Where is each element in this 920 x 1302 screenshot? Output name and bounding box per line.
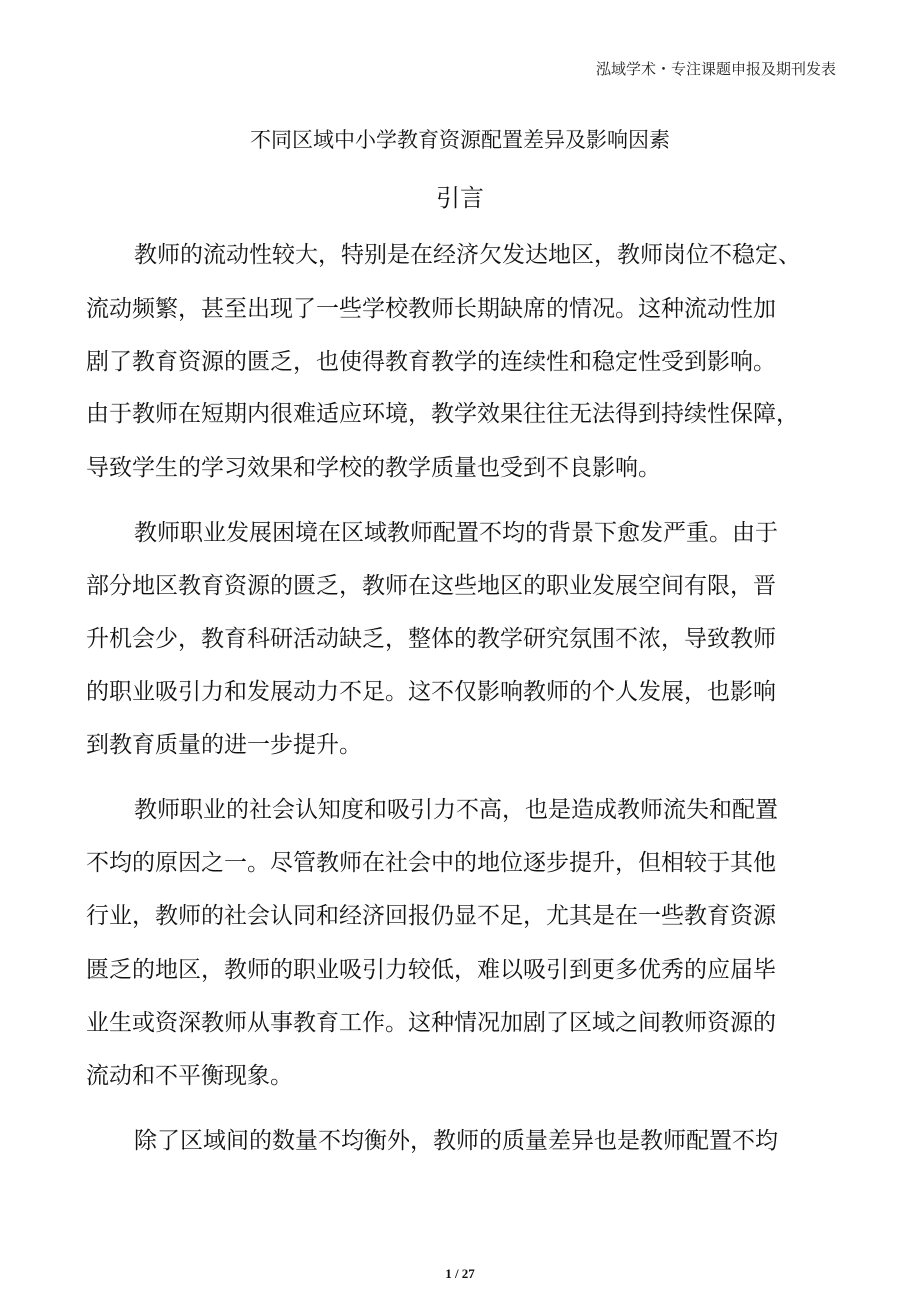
paragraph-line: 流动频繁，甚至出现了一些学校教师长期缺席的情况。这种流动性加 [86, 296, 776, 322]
paragraph-line: 导致学生的学习效果和学校的教学质量也受到不良影响。 [86, 455, 661, 481]
paragraph-line: 匮乏的地区，教师的职业吸引力较低，难以吸引到更多优秀的应届毕 [86, 957, 776, 983]
section-heading-intro: 引言 [436, 184, 484, 212]
paragraph-line: 到教育质量的进一步提升。 [86, 732, 362, 758]
paragraph-line: 部分地区教育资源的匮乏，教师在这些地区的职业发展空间有限，晋 [86, 573, 776, 599]
document-title: 不同区域中小学教育资源配置差异及影响因素 [250, 128, 670, 152]
paragraph-line: 不均的原因之一。尽管教师在社会中的地位逐步提升，但相较于其他 [86, 850, 776, 876]
page-number: 1 / 27 [445, 1266, 475, 1281]
paragraph-line: 的职业吸引力和发展动力不足。这不仅影响教师的个人发展，也影响 [86, 679, 776, 705]
paragraph-line: 流动和不平衡现象。 [86, 1063, 293, 1089]
paragraph-line: 教师职业的社会认知度和吸引力不高，也是造成教师流失和配置 [134, 797, 778, 823]
paragraph-line: 升机会少，教育科研活动缺乏，整体的教学研究氛围不浓，导致教师 [86, 626, 776, 652]
paragraph-line: 教师的流动性较大，特别是在经济欠发达地区，教师岗位不稳定、 [134, 242, 801, 268]
header-note: 泓域学术・专注课题申报及期刊发表 [595, 60, 836, 78]
paragraph-line: 行业，教师的社会认同和经济回报仍显不足，尤其是在一些教育资源 [86, 903, 776, 929]
paragraph-line: 教师职业发展困境在区域教师配置不均的背景下愈发严重。由于 [134, 520, 778, 546]
paragraph-line: 由于教师在短期内很难适应环境，教学效果往往无法得到持续性保障， [86, 401, 799, 427]
paragraph-line: 剧了教育资源的匮乏，也使得教育教学的连续性和稳定性受到影响。 [86, 349, 776, 375]
paragraph-line: 除了区域间的数量不均衡外，教师的质量差异也是教师配置不均 [134, 1128, 778, 1154]
paragraph-line: 业生或资深教师从事教育工作。这种情况加剧了区域之间教师资源的 [86, 1010, 776, 1036]
